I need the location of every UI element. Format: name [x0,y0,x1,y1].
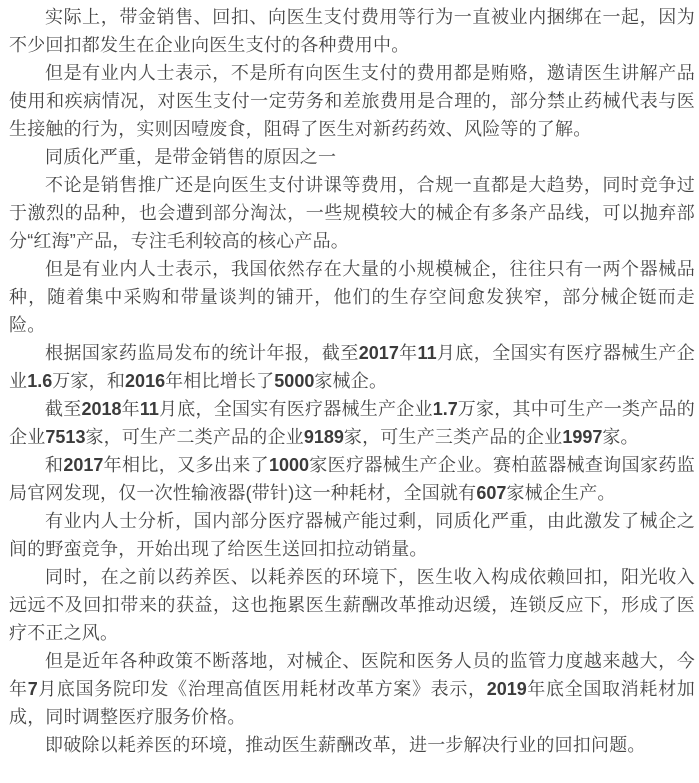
paragraph-2018-statistics: 截至2018年11月底，全国实有医疗器械生产企业1.7万家，其中可生产一类产品的企业7513家，可生产二类产品的企业9189家，可生产三类产品的企业1997家。 [9,399,696,447]
paragraph-kickback-bundling: 实际上，带金销售、回扣、向医生支付费用等行为一直被业内捆绑在一起，因为不少回扣都发生在企业向医生支付的各种费用中。 [9,7,695,55]
paragraph-conclusion: 即破除以耗养医的环境，推动医生薪酬改革，进一步解决行业的回扣问题。 [45,735,646,755]
paragraph-compliance-trend: 不论是销售推广还是向医生支付讲课等费用，合规一直都是大趋势，同时竞争过于激烈的品种，也会遭到部分淘汰，一些规模较大的械企有多条产品线，可以抛弃部分“红海”产品，专注毛利较高的核心产品。 [9,175,695,251]
paragraph-small-manufacturers: 但是有业内人士表示，我国依然存在大量的小规模械企，往往只有一两个器械品种，随着集中采购和带量谈判的铺开，他们的生存空间愈发狭窄，部分械企铤而走险。 [9,259,695,335]
paragraph-policy-supervision: 但是近年各种政策不断落地，对械企、医院和医务人员的监管力度越来越大，今年7月底国务院印发《治理高值医用耗材改革方案》表示，2019年底全国取消耗材加成，同时调整医疗服务价格。 [9,651,695,727]
paragraph-overcapacity-analysis: 有业内人士分析，国内部分医疗器械产能过剩，同质化严重，由此激发了械企之间的野蛮竞争，开始出现了给医生送回扣拉动销量。 [9,511,695,559]
section-heading-homogenization: 同质化严重，是带金销售的原因之一 [45,147,337,167]
paragraph-2017-statistics: 根据国家药监局发布的统计年报，截至2017年11月底，全国实有医疗器械生产企业1.6万家，和2016年相比增长了5000家械企。 [9,343,695,391]
paragraph-doctor-income: 同时，在之前以药养医、以耗养医的环境下，医生收入构成依赖回扣，阳光收入远远不及回扣带来的获益，这也拖累医生薪酬改革推动迟缓，连锁反应下，形成了医疗不正之风。 [9,567,695,643]
paragraph-growth-comparison: 和2017年相比，又多出来了1000家医疗器械生产企业。赛柏蓝器械查询国家药监局官网发现，仅一次性输液器(带针)这一种耗材，全国就有607家械企生产。 [9,455,695,503]
paragraph-legitimate-payments: 但是有业内人士表示，不是所有向医生支付的费用都是贿赂，邀请医生讲解产品使用和疾病情况，对医生支付一定劳务和差旅费用是合理的，部分禁止药械代表与医生接触的行为，实则因噎废食，阻碍了医生对新药药效、风险等的了解。 [9,63,695,139]
